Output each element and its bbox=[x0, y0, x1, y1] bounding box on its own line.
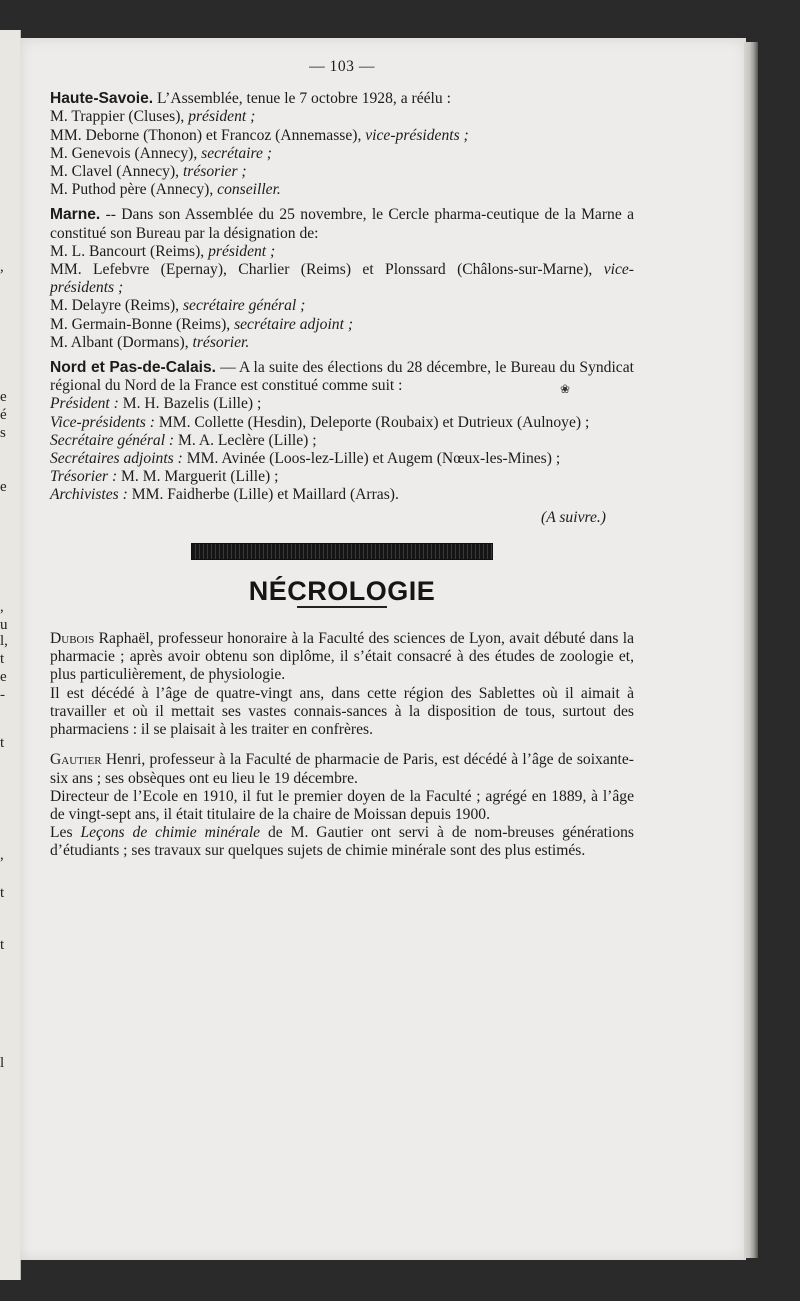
margin-fragment: t bbox=[0, 937, 5, 953]
officer-role: président ; bbox=[188, 108, 256, 126]
officer-line: MM. Deborne (Thonon) et Francoz (Annemasse), bbox=[50, 126, 366, 144]
obituary-text: Henri, professeur à la Faculté de pharmacie de Paris, est décédé à l’âge de soixante-six ans ; ses obsèques ont eu lieu le 19 décembre. bbox=[50, 751, 634, 787]
margin-fragment: s bbox=[0, 425, 6, 441]
obituary-text: Raphaël, professeur honoraire à la Faculté des sciences de Lyon, avait débuté dans la pharmacie ; après avoir obtenu son diplôme, il s’était consacré à des études de zoologie et, plus particulièrement, de physiologie. bbox=[50, 630, 634, 684]
obituary-gautier bbox=[50, 751, 634, 860]
section-nord-pas-de-calais bbox=[50, 359, 634, 527]
officer-role: Secrétaire général : bbox=[50, 431, 175, 449]
obituary-text: Il est décédé à l’âge de quatre-vingt ans, dans cette région des Sablettes où il aimait à travailler et où il mettait ses vastes connais-sances à la disposition de tous, surtout des pharmaciens : il se plaisait à les traiter en confrères. bbox=[50, 684, 634, 739]
officer-role: président ; bbox=[208, 242, 276, 260]
obituary-dubois bbox=[50, 630, 634, 739]
margin-fragment: , bbox=[0, 847, 4, 863]
officer-role: trésorier. bbox=[192, 333, 250, 351]
officer-role: Secrétaires adjoints : bbox=[50, 450, 183, 468]
book-title: Leçons de chimie minérale bbox=[80, 824, 261, 842]
section-haute-savoie bbox=[50, 90, 634, 199]
margin-fragment: - bbox=[0, 687, 5, 703]
officer-line: M. Genevois (Annecy), bbox=[50, 144, 202, 162]
margin-fragment: é bbox=[0, 407, 7, 423]
margin-fragment: t bbox=[0, 735, 5, 751]
section-intro: L’Assemblée, tenue le 7 octobre 1928, a réélu : bbox=[153, 90, 451, 108]
section-intro: -- Dans son Assemblée du 25 novembre, le Cercle pharma-ceutique de la Marne a constitué son Bureau par la désignation de: bbox=[50, 206, 634, 242]
officer-line: MM. Avinée (Loos-lez-Lille) et Augem (Nœux-les-Mines) ; bbox=[182, 450, 561, 468]
officer-role: secrétaire général ; bbox=[182, 297, 306, 315]
margin-fragment: , bbox=[0, 259, 4, 275]
officer-role: vice-présidents ; bbox=[365, 126, 469, 144]
section-intro: — A la suite des élections du 28 décembre, le Bureau du Syndicat régional du Nord de la France est constitué comme suit : bbox=[50, 359, 634, 395]
section-title: Marne. bbox=[50, 206, 101, 224]
officer-line: MM. Lefebvre (Epernay), Charlier (Reims) et Plonssard (Châlons-sur-Marne), bbox=[50, 261, 604, 279]
facing-page-edge bbox=[0, 30, 21, 1280]
obituary-text: de M. Gautier ont servi à de nom-breuses générations d’étudiants ; ses travaux sur quelques sujets de chimie minérale sont des plus estimés. bbox=[50, 824, 634, 860]
decorative-bar bbox=[191, 543, 493, 560]
officer-line: M. Puthod père (Annecy), bbox=[50, 181, 218, 199]
officer-line: M. L. Bancourt (Reims), bbox=[50, 242, 209, 260]
to-be-continued: (A suivre.) bbox=[541, 508, 606, 526]
officer-role: conseiller. bbox=[217, 181, 281, 199]
officer-role: trésorier ; bbox=[182, 163, 247, 181]
officer-role: Archivistes : bbox=[50, 486, 128, 504]
margin-fragment: , bbox=[0, 599, 4, 615]
officer-role: secrétaire ; bbox=[201, 144, 273, 162]
officer-line: M. Delayre (Reims), bbox=[50, 297, 183, 315]
officer-line: M. H. Bazelis (Lille) ; bbox=[118, 395, 262, 413]
obituary-text: Les bbox=[50, 824, 81, 842]
officer-role: Président : bbox=[50, 395, 119, 413]
section-marne bbox=[50, 206, 634, 352]
officer-line: M. A. Leclère (Lille) ; bbox=[174, 431, 317, 449]
officer-role: Trésorier : bbox=[50, 468, 118, 486]
officer-line: M. M. Marguerit (Lille) ; bbox=[117, 468, 279, 486]
obituary-name: Dubois bbox=[50, 630, 95, 648]
officer-line: M. Clavel (Annecy), bbox=[50, 163, 183, 181]
officer-role: secrétaire adjoint ; bbox=[234, 315, 354, 333]
officer-line: M. Trappier (Cluses), bbox=[50, 108, 189, 126]
margin-fragment: u bbox=[0, 617, 8, 633]
section-title: Nord et Pas-de-Calais. bbox=[50, 359, 216, 377]
obituary-text: Directeur de l’Ecole en 1910, il fut le premier doyen de la Faculté ; agrégé en 1889, à l’âge de vingt-sept ans, il était titulaire de la chaire de Moissan depuis 1900. bbox=[50, 787, 634, 823]
page-text bbox=[50, 58, 634, 861]
officer-line: MM. Faidherbe (Lille) et Maillard (Arras). bbox=[127, 486, 399, 504]
section-title: Haute-Savoie. bbox=[50, 90, 154, 108]
officer-line: M. Germain-Bonne (Reims), bbox=[50, 315, 235, 333]
officer-role: vice-présidents ; bbox=[50, 261, 634, 297]
margin-fragment: e bbox=[0, 389, 7, 405]
margin-fragment: t bbox=[0, 885, 5, 901]
officer-role: Vice-présidents : bbox=[50, 413, 155, 431]
necrologie-heading: NÉCROLOGIE bbox=[248, 575, 436, 606]
margin-fragment: t bbox=[0, 651, 5, 667]
margin-fragment: l bbox=[0, 1055, 5, 1071]
page-stack-edge bbox=[744, 42, 758, 1258]
officer-line: M. Albant (Dormans), bbox=[50, 333, 193, 351]
printer-ornament-icon: ❀ bbox=[560, 382, 571, 396]
obituary-name: Gautier bbox=[50, 751, 102, 769]
page-number: — 103 — bbox=[309, 58, 375, 75]
margin-fragment: l, bbox=[0, 633, 8, 649]
heading-underline bbox=[297, 606, 387, 608]
margin-fragment: e bbox=[0, 479, 7, 495]
officer-line: MM. Collette (Hesdin), Deleporte (Roubaix) et Dutrieux (Aulnoye) ; bbox=[154, 413, 590, 431]
margin-fragment: e bbox=[0, 669, 7, 685]
